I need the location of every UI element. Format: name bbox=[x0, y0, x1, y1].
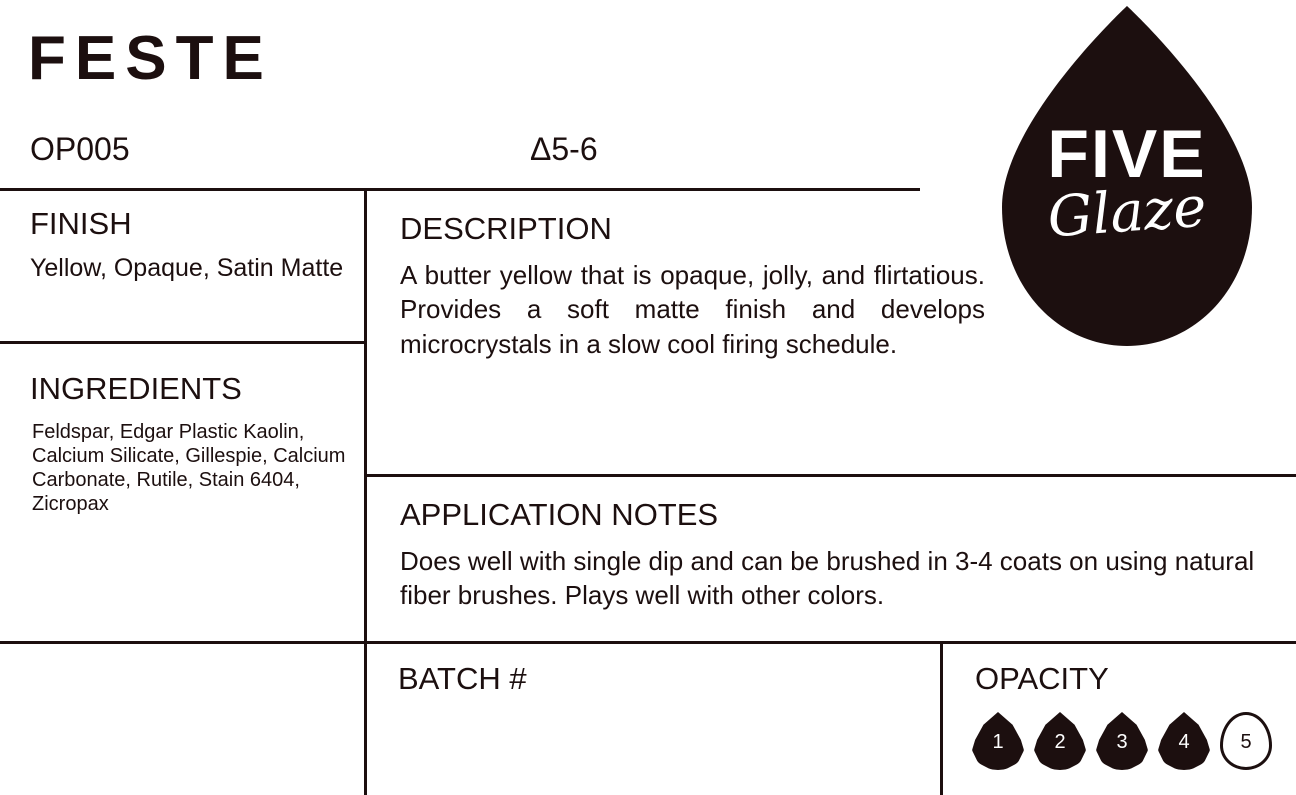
divider-columns bbox=[364, 188, 367, 795]
opacity-level-5[interactable] bbox=[1220, 712, 1272, 770]
divider-header bbox=[0, 188, 920, 191]
application-notes-heading: APPLICATION NOTES bbox=[400, 497, 719, 532]
brand-script-wordmark: Glaze bbox=[1045, 174, 1209, 251]
opacity-level-1[interactable] bbox=[972, 712, 1024, 770]
cone-range: Δ5-6 bbox=[530, 131, 598, 167]
brand-logo bbox=[962, 2, 1292, 352]
divider-description bbox=[364, 474, 1296, 477]
opacity-heading: OPACITY bbox=[975, 661, 1109, 696]
page-title: FESTE bbox=[28, 24, 273, 93]
opacity-level-2[interactable] bbox=[1034, 712, 1086, 770]
description-body: A butter yellow that is opaque, jolly, and flirtatious. Provides a soft matte finish and develops microcrystals in a slow cool firing schedule. bbox=[400, 260, 985, 359]
application-notes-body: Does well with single dip and can be brushed in 3-4 coats on using natural fiber brushes. Plays well with other colors. bbox=[400, 546, 1255, 611]
product-code: OP005 bbox=[30, 131, 130, 167]
opacity-level-label: 5 bbox=[1240, 731, 1252, 753]
divider-finish bbox=[0, 341, 364, 344]
opacity-level-label: 3 bbox=[1116, 731, 1128, 753]
opacity-level-3[interactable] bbox=[1096, 712, 1148, 770]
divider-batch bbox=[0, 641, 1296, 644]
opacity-level-label: 1 bbox=[992, 731, 1004, 753]
brand-wordmark: FIVE bbox=[1047, 116, 1207, 192]
finish-body: Yellow, Opaque, Satin Matte bbox=[30, 254, 344, 282]
divider-opacity bbox=[940, 641, 943, 795]
finish-heading: FINISH bbox=[30, 206, 132, 241]
opacity-level-label: 2 bbox=[1054, 731, 1066, 753]
opacity-scale bbox=[972, 712, 1272, 770]
batch-heading: BATCH # bbox=[398, 661, 527, 696]
opacity-level-label: 4 bbox=[1178, 731, 1190, 753]
ingredients-heading: INGREDIENTS bbox=[30, 371, 242, 406]
opacity-level-4[interactable] bbox=[1158, 712, 1210, 770]
description-heading: DESCRIPTION bbox=[400, 211, 612, 246]
ingredients-body: Feldspar, Edgar Plastic Kaolin, Calcium Silicate, Gillespie, Calcium Carbonate, Rutile, Stain 6404, Zicropax bbox=[32, 421, 346, 515]
